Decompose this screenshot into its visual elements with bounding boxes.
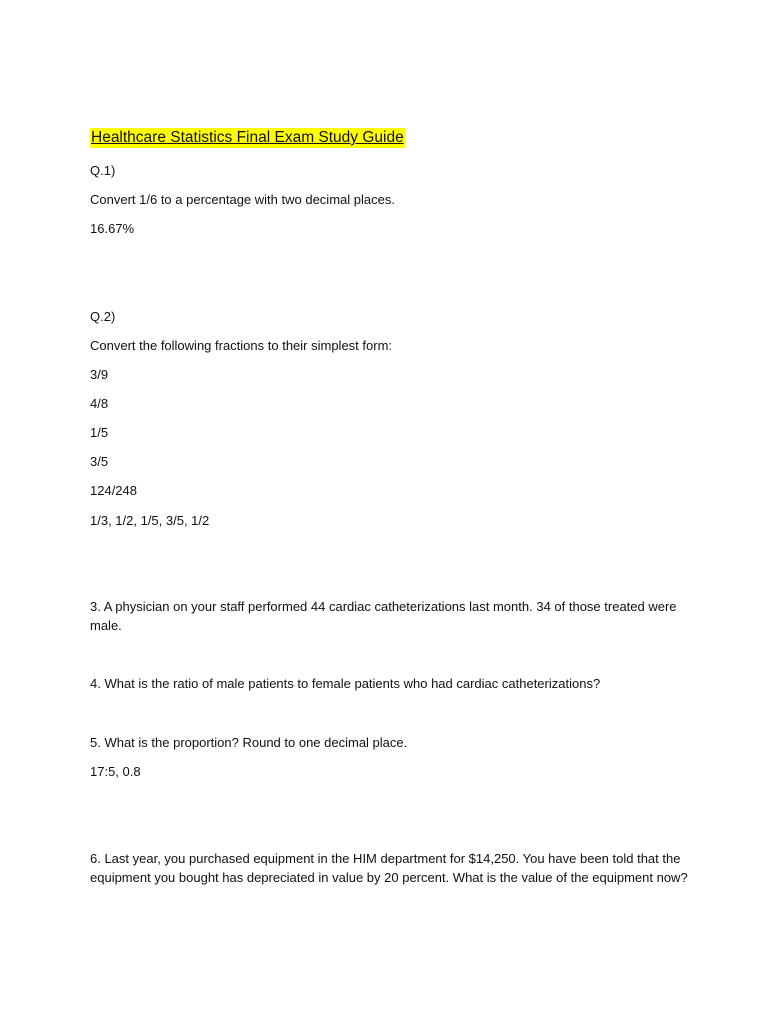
q1-answer: 16.67% — [90, 221, 135, 236]
q3-text: 3. A physician on your staff performed 44 cardiac catheterizations last month. 34 of those treated were male. — [90, 599, 677, 633]
q4-text: 4. What is the ratio of male patients to female patients who had cardiac catheterizations? — [90, 676, 601, 691]
q5-text: 5. What is the proportion? Round to one decimal place. — [90, 735, 408, 750]
q2-label: Q.2) — [90, 309, 116, 324]
q5-answer: 17:5, 0.8 — [90, 764, 141, 779]
q2-answer: 1/3, 1/2, 1/5, 3/5, 1/2 — [90, 513, 210, 528]
q2-fraction: 3/9 — [90, 367, 109, 382]
q1-question: Convert 1/6 to a percentage with two decimal places. — [90, 192, 395, 207]
q2-fraction: 3/5 — [90, 454, 109, 469]
document-title: Healthcare Statistics Final Exam Study Guide — [91, 129, 404, 146]
q2-fraction: 124/248 — [90, 483, 137, 498]
q2-fraction: 1/5 — [90, 425, 109, 440]
q1-label: Q.1) — [90, 163, 116, 178]
q6-text: 6. Last year, you purchased equipment in the HIM department for $14,250. You have been told that the equipment you bought has depreciated in value by 20 percent. What is the value of the equipment now? — [90, 851, 688, 885]
q2-question: Convert the following fractions to their simplest form: — [90, 338, 393, 353]
q2-fraction: 4/8 — [90, 396, 109, 411]
